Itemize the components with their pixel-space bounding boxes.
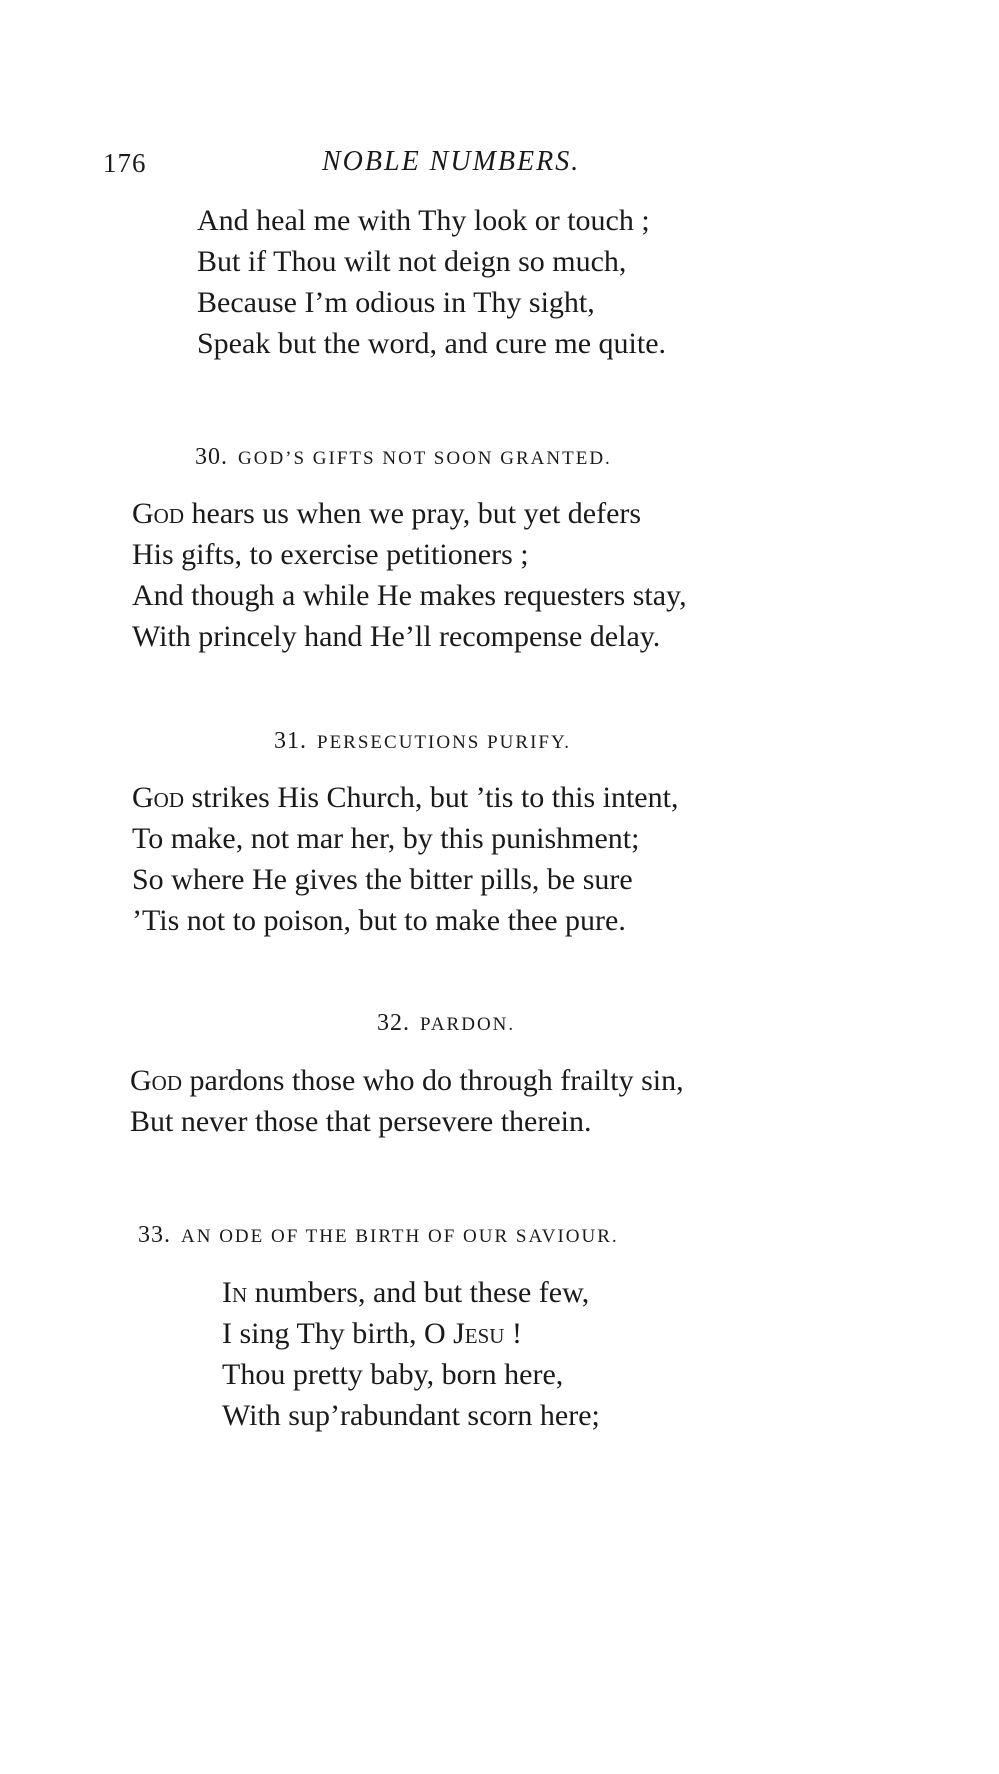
- verse-line: [222, 1313, 600, 1354]
- poem-number: 32.: [377, 1010, 410, 1036]
- verse-line: With sup’rabundant scorn here;: [222, 1399, 600, 1432]
- poem-32-stanza: [130, 1060, 684, 1142]
- running-title: NOBLE NUMBERS.: [322, 146, 581, 177]
- name-jesu: Jesu: [453, 1317, 505, 1350]
- poem-number: 30.: [195, 444, 228, 470]
- verse-line: [132, 777, 678, 818]
- continuation-stanza: [197, 200, 666, 364]
- poem-31-title: [274, 728, 571, 755]
- poem-number: 33.: [138, 1222, 171, 1248]
- poem-title-text: AN ODE OF THE BIRTH OF OUR SAVIOUR.: [181, 1226, 619, 1247]
- poem-30-stanza: [132, 493, 687, 657]
- verse-line: And heal me with Thy look or touch ;: [197, 204, 650, 237]
- poem-31-stanza: [132, 777, 678, 941]
- verse-line: With princely hand He’ll recompense delay.: [132, 620, 661, 653]
- verse-line: Speak but the word, and cure me quite.: [197, 327, 667, 360]
- verse-line: And though a while He makes requesters stay,: [132, 579, 687, 612]
- verse-text: hears us when we pray, but yet defers: [184, 497, 642, 530]
- verse-line: Thou pretty baby, born here,: [222, 1358, 564, 1391]
- poem-30-title: [195, 444, 612, 471]
- poem-title-text: GOD’S GIFTS NOT SOON GRANTED.: [238, 448, 612, 469]
- verse-line: His gifts, to exercise petitioners ;: [132, 538, 529, 571]
- page-number: 176: [103, 148, 147, 178]
- verse-line: [132, 493, 687, 534]
- verse-line: So where He gives the bitter pills, be sure: [132, 863, 633, 896]
- verse-text: I sing Thy birth, O: [222, 1317, 454, 1350]
- verse-line: Because I’m odious in Thy sight,: [197, 286, 595, 319]
- verse-text: numbers, and but these few,: [247, 1276, 590, 1309]
- verse-line: To make, not mar her, by this punishment;: [132, 822, 640, 855]
- first-word: God: [130, 1064, 182, 1097]
- verse-text: !: [504, 1317, 522, 1350]
- first-word: In: [222, 1276, 248, 1309]
- poem-33-stanza: [222, 1272, 600, 1436]
- verse-line: [130, 1060, 684, 1101]
- poem-title-text: PERSECUTIONS PURIFY.: [317, 732, 571, 753]
- verse-line: [222, 1272, 600, 1313]
- verse-line: But never those that persevere therein.: [130, 1105, 592, 1138]
- poem-title-text: PARDON.: [420, 1014, 516, 1035]
- poem-32-title: [377, 1010, 515, 1037]
- verse-line: ’Tis not to poison, but to make thee pure.: [132, 904, 626, 937]
- first-word: God: [132, 497, 184, 530]
- verse-text: strikes His Church, but ’tis to this intent,: [184, 781, 679, 814]
- verse-line: But if Thou wilt not deign so much,: [197, 245, 627, 278]
- poem-33-title: [138, 1222, 619, 1249]
- first-word: God: [132, 781, 184, 814]
- poem-number: 31.: [274, 728, 307, 754]
- verse-text: pardons those who do through frailty sin,: [182, 1064, 684, 1097]
